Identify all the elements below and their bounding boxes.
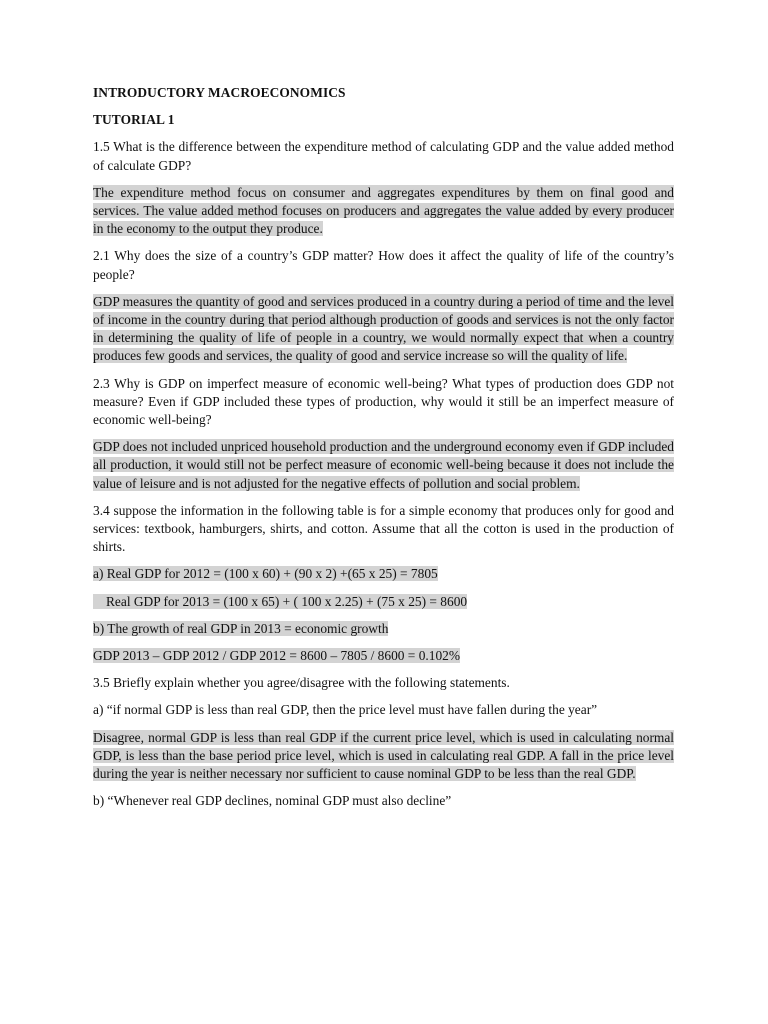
answer-1-5-text: The expenditure method focus on consumer and aggregates expenditures by them on final good and services. The value added method focuses on producers and aggregates the value added by every producer in the economy to the output they produce. (93, 184, 674, 237)
question-3-5-a: a) “if normal GDP is less than real GDP, then the price level must have fallen during the year” (93, 702, 598, 718)
answer-2-1-text: GDP measures the quantity of good and services produced in a country during a period of time and the level of income in the country during that period although production of goods and services is not the only factor in determining the quality of life of people in a country, we would normally expect that when a country produces few goods and services, the quality of good and service increase so will the quality of life. (93, 293, 674, 364)
answer-3-5-a (93, 729, 674, 784)
answer-2-1 (93, 293, 674, 366)
question-3-4: 3.4 suppose the information in the following table is for a simple economy that produces only for good and services: textbook, hamburgers, shirts, and cotton. Assume that all the cotton is used in the production of shirts. (93, 502, 674, 555)
answer-3-4-line-4-text: GDP 2013 – GDP 2012 / GDP 2012 = 8600 – 7805 / 8600 = 0.102% (93, 648, 460, 664)
document-page (93, 84, 674, 820)
answer-3-5-a-text: Disagree, normal GDP is less than real GDP if the current price level, which is used in calculating normal GDP, is less than the base period price level, which is used in calculating real GDP. A fall in the price level during the year is neither necessary nor sufficient to cause nominal GDP to be less than the real GDP. (93, 729, 674, 782)
answer-3-4-line-2 (93, 593, 674, 611)
question-3-5: 3.5 Briefly explain whether you agree/disagree with the following statements. (93, 675, 510, 691)
answer-3-4-line-1-text: a) Real GDP for 2012 = (100 x 60) + (90 x 2) +(65 x 25) = 7805 (93, 566, 438, 582)
answer-3-4-line-4 (93, 647, 674, 665)
question-3-5-b: b) “Whenever real GDP declines, nominal GDP must also decline” (93, 793, 452, 809)
answer-3-4-line-1 (93, 565, 674, 583)
answer-3-4-line-3-text: b) The growth of real GDP in 2013 = economic growth (93, 620, 389, 636)
answer-3-4-line-2-text: Real GDP for 2013 = (100 x 65) + ( 100 x 2.25) + (75 x 25) = 8600 (93, 594, 467, 609)
answer-2-3 (93, 438, 674, 493)
document-subtitle: TUTORIAL 1 (93, 112, 175, 128)
answer-3-4-line-3 (93, 620, 674, 638)
answer-1-5 (93, 184, 674, 239)
question-2-1: 2.1 Why does the size of a country’s GDP matter? How does it affect the quality of life of the country’s people? (93, 248, 674, 282)
document-title: INTRODUCTORY MACROECONOMICS (93, 85, 346, 100)
answer-2-3-text: GDP does not included unpriced household production and the underground economy even if GDP included all production, it would still not be perfect measure of economic well-being because it does not include the value of leisure and is not adjusted for the negative effects of pollution and social problem. (93, 439, 674, 491)
question-2-3: 2.3 Why is GDP on imperfect measure of economic well-being? What types of production does GDP not measure? Even if GDP included these types of production, why would it still be an imperfect measure of economic well-being? (93, 375, 674, 428)
question-1-5: 1.5 What is the difference between the expenditure method of calculating GDP and the value added method of calculate GDP? (93, 139, 674, 173)
